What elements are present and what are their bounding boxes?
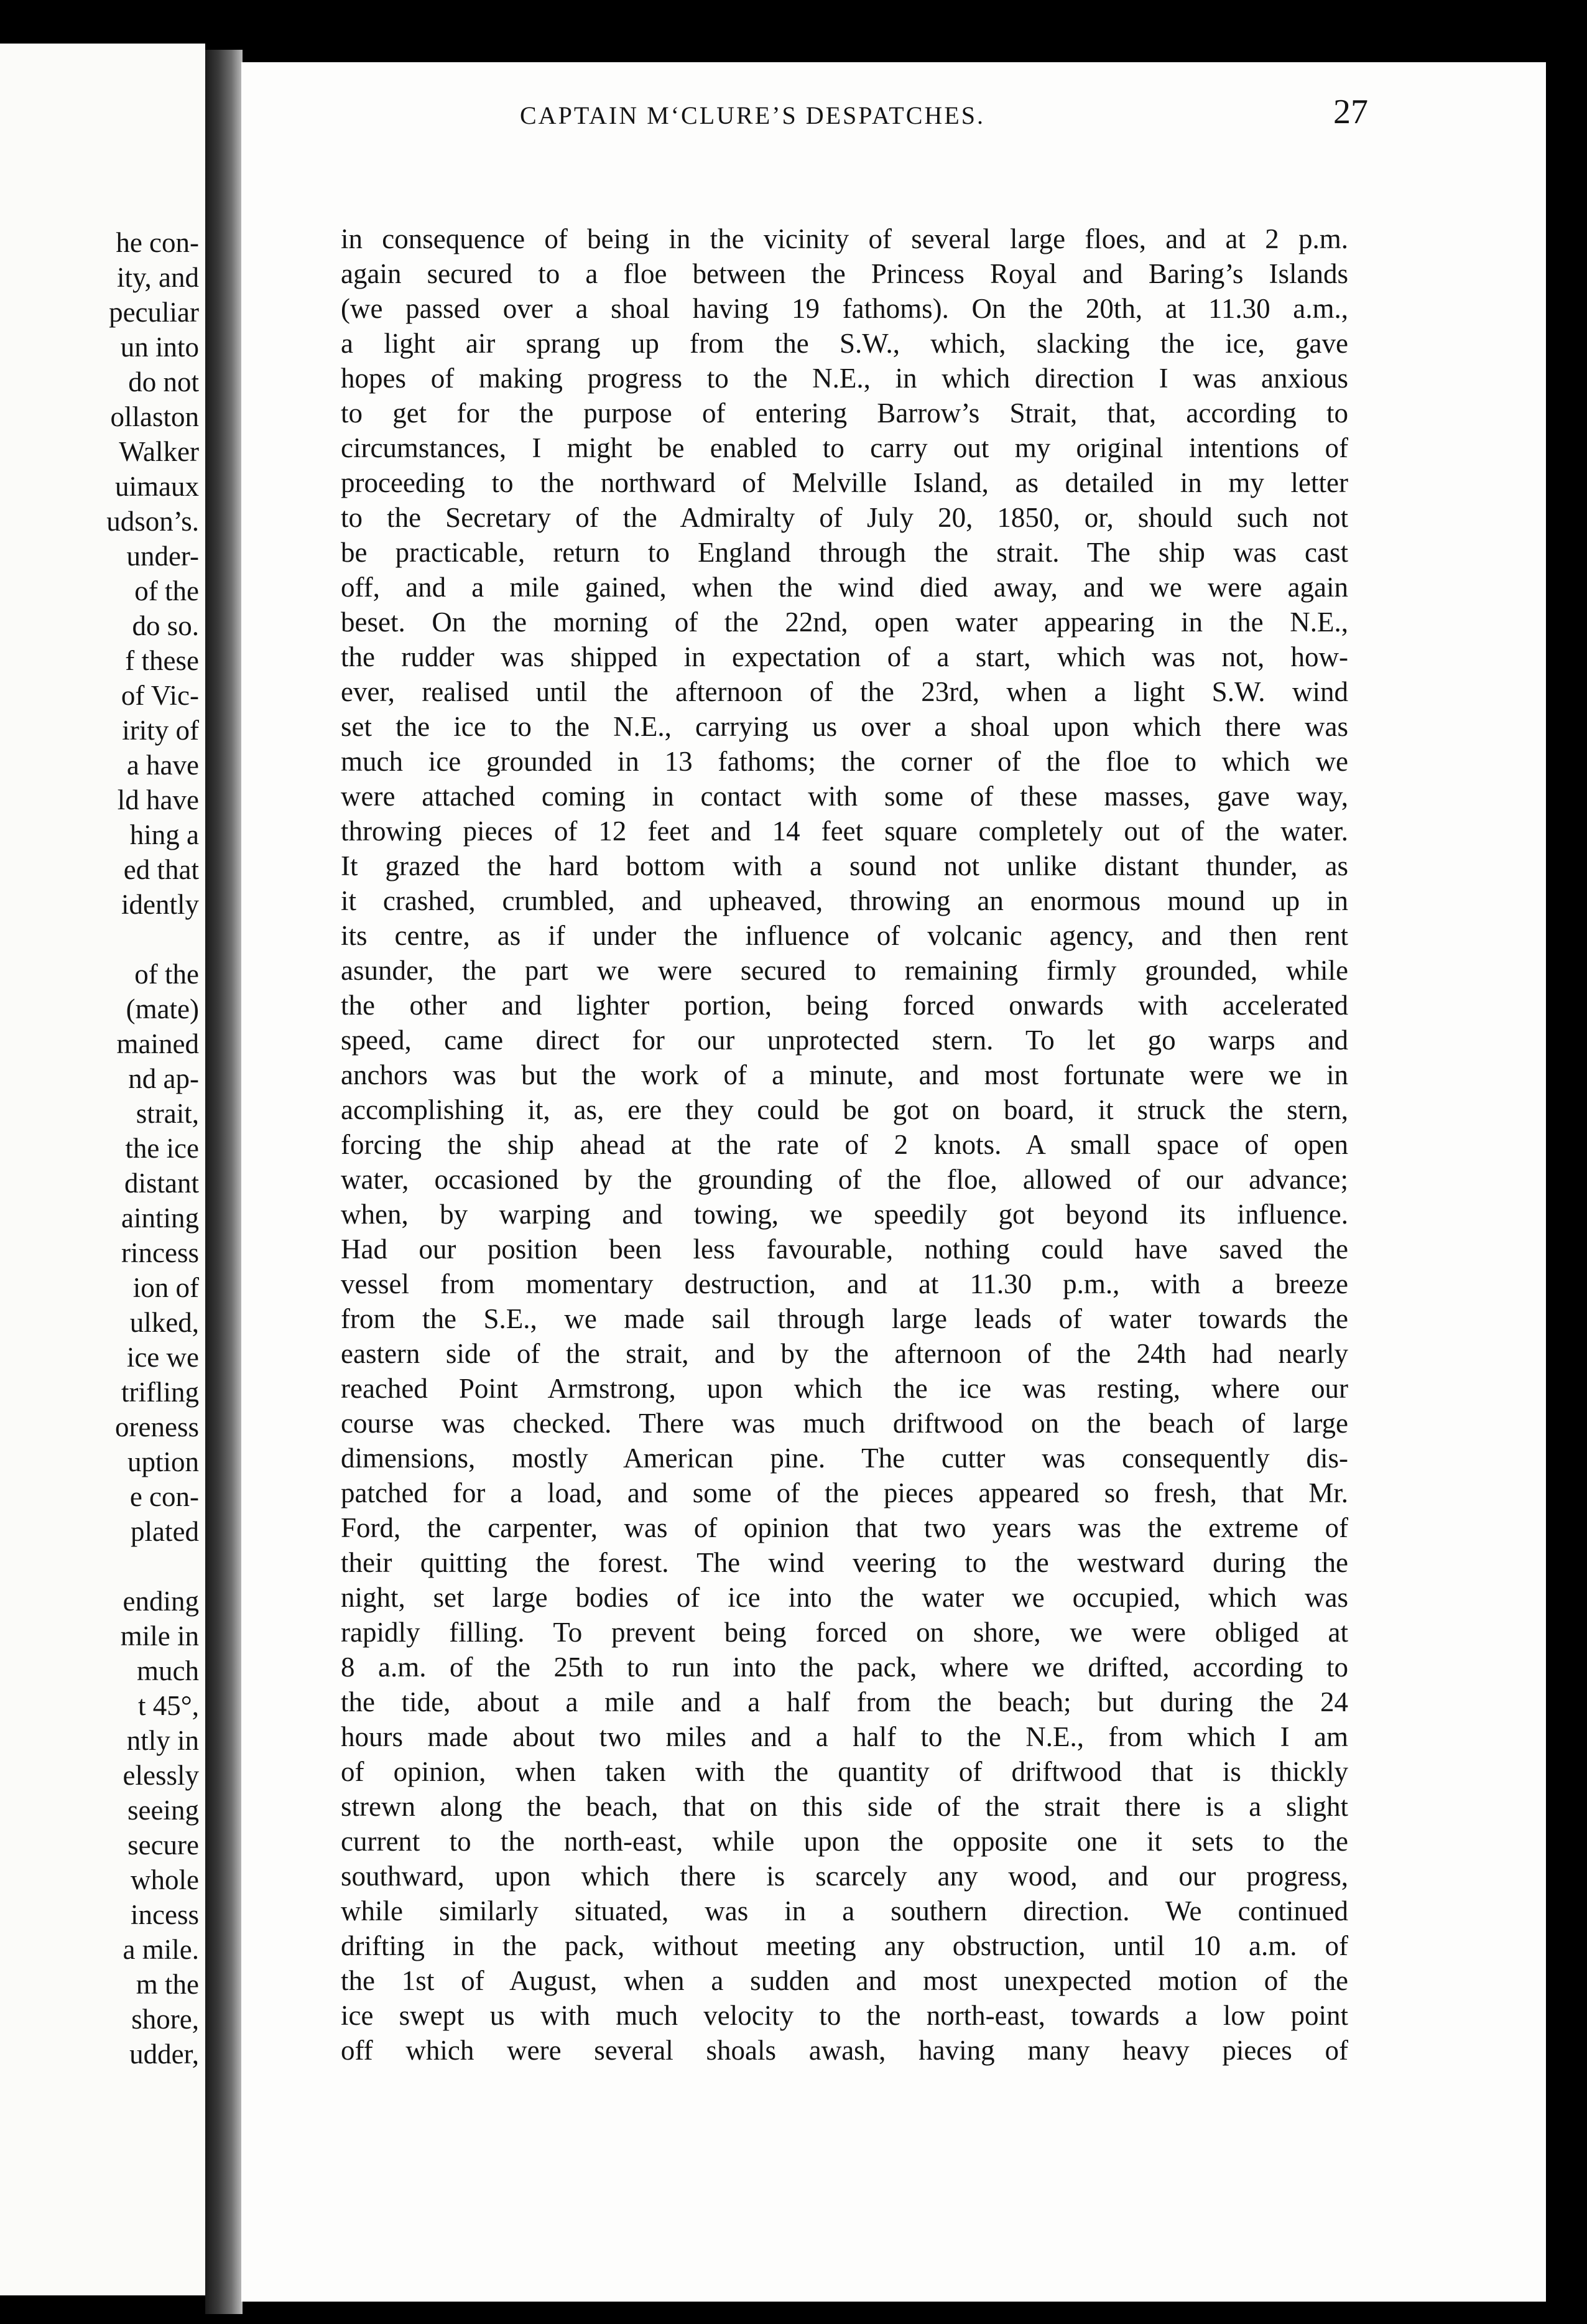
text-line: dimensions, mostly American pine. The cutter was consequently dis- bbox=[341, 1443, 1348, 1474]
facing-text-line bbox=[12, 922, 199, 957]
facing-text-line: elessly bbox=[123, 1760, 199, 1791]
facing-text-line: e con- bbox=[129, 1481, 199, 1512]
text-line: set the ice to the N.E., carrying us over a shoal upon which there was bbox=[341, 711, 1348, 742]
facing-text-line: distant bbox=[124, 1168, 199, 1199]
text-line: ice swept us with much velocity to the north-east, towards a low point bbox=[341, 2000, 1348, 2031]
facing-text-line: mained bbox=[116, 1028, 199, 1059]
facing-text-line: under- bbox=[126, 541, 199, 572]
facing-text-line: mile in bbox=[120, 1620, 199, 1652]
facing-text-line: peculiar bbox=[109, 297, 199, 328]
text-line: much ice grounded in 13 fathoms; the corner of the floe to which we bbox=[341, 746, 1348, 777]
facing-text-line: a have bbox=[126, 750, 199, 781]
text-line: hopes of making progress to the N.E., in which direction I was anxious bbox=[341, 363, 1348, 394]
facing-text-line: udder, bbox=[129, 2038, 199, 2070]
text-line: forcing the ship ahead at the rate of 2 knots. A small space of open bbox=[341, 1129, 1348, 1160]
text-line: course was checked. There was much driftwood on the beach of large bbox=[341, 1408, 1348, 1439]
text-line: to the Secretary of the Admiralty of July 20, 1850, or, should such not bbox=[341, 502, 1348, 533]
text-line: accomplishing it, as, ere they could be got on board, it struck the stern, bbox=[341, 1094, 1348, 1125]
text-line: asunder, the part we were secured to remaining firmly grounded, while bbox=[341, 955, 1348, 986]
text-line: the rudder was shipped in expectation of a start, which was not, how- bbox=[341, 641, 1348, 672]
facing-text-line: incess bbox=[131, 1899, 199, 1930]
facing-text-line: uption bbox=[127, 1446, 199, 1477]
body-text bbox=[341, 221, 1348, 2068]
facing-page-fragment bbox=[0, 44, 205, 2295]
running-header: CAPTAIN M‘CLURE’S DESPATCHES. bbox=[520, 101, 985, 129]
facing-text-line: nd ap- bbox=[128, 1063, 199, 1094]
facing-text-line: uimaux bbox=[115, 471, 199, 502]
facing-text-line: much bbox=[137, 1655, 199, 1686]
text-line: reached Point Armstrong, upon which the ice was resting, where our bbox=[341, 1373, 1348, 1404]
facing-text-line: do not bbox=[128, 366, 199, 397]
text-line: vessel from momentary destruction, and at 11.30 p.m., with a breeze bbox=[341, 1268, 1348, 1299]
text-line: current to the north-east, while upon the opposite one it sets to the bbox=[341, 1826, 1348, 1857]
text-line: southward, upon which there is scarcely any wood, and our progress, bbox=[341, 1861, 1348, 1892]
facing-text-line: ntly in bbox=[126, 1725, 199, 1756]
text-line: rapidly filling. To prevent being forced on shore, we were obliged at bbox=[341, 1617, 1348, 1648]
facing-text-line: do so. bbox=[132, 610, 199, 641]
text-line: in consequence of being in the vicinity of several large floes, and at 2 p.m. bbox=[341, 223, 1348, 254]
text-line: were attached coming in contact with some of these masses, gave way, bbox=[341, 781, 1348, 812]
facing-text-line: shore, bbox=[131, 2004, 199, 2035]
page-number: 27 bbox=[1333, 93, 1368, 131]
text-line: night, set large bodies of ice into the water we occupied, which was bbox=[341, 1582, 1348, 1613]
facing-text-line: ion of bbox=[132, 1272, 199, 1303]
text-line: again secured to a floe between the Princess Royal and Baring’s Islands bbox=[341, 258, 1348, 289]
text-line: its centre, as if under the influence of volcanic agency, and then rent bbox=[341, 920, 1348, 951]
facing-text-line: he con- bbox=[116, 227, 199, 258]
text-line: water, occasioned by the grounding of the floe, allowed of our advance; bbox=[341, 1164, 1348, 1195]
text-line: Had our position been less favourable, nothing could have saved the bbox=[341, 1234, 1348, 1265]
text-line: circumstances, I might be enabled to carry out my original intentions of bbox=[341, 432, 1348, 463]
text-line: to get for the purpose of entering Barrow’s Strait, that, according to bbox=[341, 397, 1348, 429]
text-line: when, by warping and towing, we speedily got beyond its influence. bbox=[341, 1199, 1348, 1230]
text-line: of opinion, when taken with the quantity of driftwood that is thickly bbox=[341, 1756, 1348, 1787]
facing-text-line: rincess bbox=[121, 1237, 199, 1268]
facing-text-line: ollaston bbox=[110, 401, 199, 432]
text-line: off, and a mile gained, when the wind died away, and we were again bbox=[341, 572, 1348, 603]
text-line: (we passed over a shoal having 19 fathoms). On the 20th, at 11.30 a.m., bbox=[341, 293, 1348, 324]
text-line: proceeding to the northward of Melville Island, as detailed in my letter bbox=[341, 467, 1348, 498]
text-line: their quitting the forest. The wind veering to the westward during the bbox=[341, 1547, 1348, 1578]
facing-text-line: ld have bbox=[117, 784, 199, 816]
text-line: the 1st of August, when a sudden and most unexpected motion of the bbox=[341, 1965, 1348, 1996]
facing-text-line: ainting bbox=[121, 1202, 199, 1234]
facing-text-line: Walker bbox=[119, 436, 199, 467]
facing-text-line: ending bbox=[123, 1586, 199, 1617]
text-line: 8 a.m. of the 25th to run into the pack, where we drifted, according to bbox=[341, 1652, 1348, 1683]
text-line: it crashed, crumbled, and upheaved, throwing an enormous mound up in bbox=[341, 885, 1348, 916]
facing-text-line: (mate) bbox=[126, 993, 199, 1025]
facing-text-line: strait, bbox=[136, 1098, 199, 1129]
text-line: the tide, about a mile and a half from the beach; but during the 24 bbox=[341, 1686, 1348, 1717]
facing-page-text bbox=[12, 225, 199, 2071]
facing-text-line: f these bbox=[125, 645, 199, 676]
text-line: drifting in the pack, without meeting any obstruction, until 10 a.m. of bbox=[341, 1930, 1348, 1961]
text-line: anchors was but the work of a minute, and most fortunate were we in bbox=[341, 1059, 1348, 1090]
facing-text-line: ed that bbox=[123, 854, 199, 885]
facing-text-line: of Vic- bbox=[121, 680, 199, 711]
facing-text-line: t 45°, bbox=[138, 1690, 199, 1721]
facing-text-line: m the bbox=[136, 1969, 199, 2000]
facing-text-line: seeing bbox=[127, 1795, 199, 1826]
text-line: ever, realised until the afternoon of the 23rd, when a light S.W. wind bbox=[341, 676, 1348, 707]
facing-text-line: idently bbox=[121, 889, 199, 920]
text-line: while similarly situated, was in a southern direction. We continued bbox=[341, 1895, 1348, 1927]
book-gutter bbox=[205, 50, 243, 2314]
text-line: Ford, the carpenter, was of opinion that two years was the extreme of bbox=[341, 1512, 1348, 1543]
text-line: patched for a load, and some of the pieces appeared so fresh, that Mr. bbox=[341, 1477, 1348, 1508]
facing-text-line bbox=[12, 1549, 199, 1584]
facing-text-line: ity, and bbox=[116, 262, 199, 293]
text-line: the other and lighter portion, being forced onwards with accelerated bbox=[341, 990, 1348, 1021]
facing-text-line: whole bbox=[131, 1864, 199, 1895]
facing-text-line: oreness bbox=[115, 1411, 199, 1443]
text-line: a light air sprang up from the S.W., which, slacking the ice, gave bbox=[341, 328, 1348, 359]
facing-text-line: the ice bbox=[125, 1133, 199, 1164]
facing-text-line: hing a bbox=[129, 819, 199, 850]
text-line: eastern side of the strait, and by the afternoon of the 24th had nearly bbox=[341, 1338, 1348, 1369]
facing-text-line: ulked, bbox=[129, 1307, 199, 1338]
facing-text-line: of the bbox=[134, 959, 199, 990]
text-line: strewn along the beach, that on this side of the strait there is a slight bbox=[341, 1791, 1348, 1822]
text-line: hours made about two miles and a half to the N.E., from which I am bbox=[341, 1721, 1348, 1752]
text-line: off which were several shoals awash, having many heavy pieces of bbox=[341, 2035, 1348, 2066]
text-line: speed, came direct for our unprotected stern. To let go warps and bbox=[341, 1025, 1348, 1056]
facing-text-line: plated bbox=[131, 1516, 199, 1547]
facing-text-line: irity of bbox=[122, 715, 199, 746]
text-line: It grazed the hard bottom with a sound not unlike distant thunder, as bbox=[341, 850, 1348, 881]
facing-text-line: of the bbox=[134, 575, 199, 607]
facing-text-line: un into bbox=[120, 332, 199, 363]
text-line: from the S.E., we made sail through large leads of water towards the bbox=[341, 1303, 1348, 1334]
text-line: beset. On the morning of the 22nd, open water appearing in the N.E., bbox=[341, 607, 1348, 638]
facing-text-line: udson’s. bbox=[106, 506, 199, 537]
facing-text-line: a mile. bbox=[123, 1934, 199, 1965]
text-line: be practicable, return to England through the strait. The ship was cast bbox=[341, 537, 1348, 568]
facing-text-line: ice we bbox=[126, 1342, 199, 1373]
facing-text-line: secure bbox=[127, 1829, 199, 1861]
facing-text-line: trifling bbox=[121, 1377, 199, 1408]
text-line: throwing pieces of 12 feet and 14 feet square completely out of the water. bbox=[341, 816, 1348, 847]
